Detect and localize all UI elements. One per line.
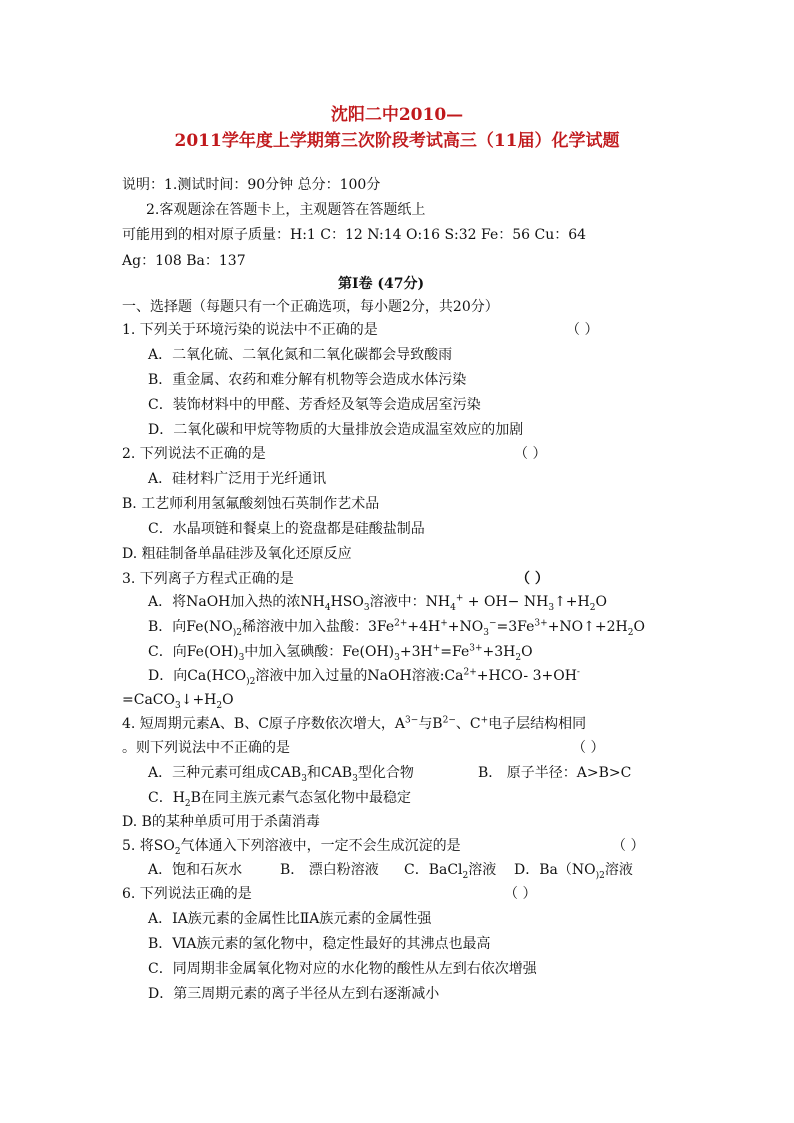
q6-option-b: B．ⅥA族元素的氢化物中，稳定性最好的其沸点也最高 xyxy=(148,936,491,952)
q3-option-a: A．将NaOH加入热的浓$NH_4HSO_3$溶液中：$NH_4^+ + OH-$ $NH_3↑+H_2O$ xyxy=(148,593,607,613)
q2-stem: 2. 下列说法不正确的是 xyxy=(122,446,266,462)
q6-stem: 6. 下列说法正确的是 xyxy=(122,886,252,902)
q4-stem: 4. 短周期元素A、B、C原子序数依次增大，$A^{3-}$与$B^{2-}$、C+电子层结构相同 xyxy=(122,715,587,732)
q6-option-c: C．同周期非金属氧化物对应的水化物的酸性从左到右依次增强 xyxy=(148,961,537,977)
q4-option-b: B． 原子半径：A>B>C xyxy=(478,765,632,781)
q2-option-d: D. 粗硅制备单晶硅涉及氧化还原反应 xyxy=(122,546,352,562)
title-line-2: 2011学年度上学期第三次阶段考试高三（11届）化学试题 xyxy=(174,131,620,151)
q1-option-b: B．重金属、农药和难分解有机物等会造成水体污染 xyxy=(148,372,467,388)
q1-option-a: A．二氧化硫、二氧化氮和二氧化碳都会导致酸雨 xyxy=(148,347,453,363)
q5-option-c: C．BaCl$_2$溶液 xyxy=(404,862,497,881)
q5-stem: 5. 将$SO_2$气体通入下列溶液中，一定不会生成沉淀的是 xyxy=(122,838,461,857)
q5-option-b: B． 漂白粉溶液 xyxy=(280,862,379,878)
q4-option-d: D. B的某种单质可用于杀菌消毒 xyxy=(122,814,320,830)
q2-option-a: A．硅材料广泛用于光纤通讯 xyxy=(148,471,327,487)
q1-option-c: C．装饰材料中的甲醛、芳香烃及氡等会造成居室污染 xyxy=(148,397,481,413)
q3-option-d-cont: $=CaCO_3↓+H_2O$ xyxy=(122,692,234,711)
q3-option-d: D．向$Ca(HCO_{)2}$溶液中加入过量的NaOH溶液$:Ca^{2+}+HCO-$ 3+OH- xyxy=(148,667,580,687)
q4-stem-cont: 。则下列说法中不正确的是 xyxy=(122,740,290,756)
note-atomic-masses: 可能用到的相对原子质量：H:1 C：12 N:14 O:16 S:32 Fe：56 Cu：64 xyxy=(122,227,587,243)
q3-option-c: C．向$Fe(OH)_3$中加入氢碘酸：$Fe(OH)_3+3H^+=Fe^{3+}+3H_2O$ xyxy=(148,643,533,663)
section-heading: 第Ⅰ卷 (47分) xyxy=(338,276,425,292)
q5-option-d: D．$Ba(NO_{)2}$溶液 xyxy=(514,862,633,881)
q1-option-d: D．二氧化碳和甲烷等物质的大量排放会造成温室效应的加剧 xyxy=(148,422,524,438)
section-intro: 一、选择题（每题只有一个正确选项，每小题2分，共20分） xyxy=(122,299,499,315)
q2-option-c: C．水晶项链和餐桌上的瓷盘都是硅酸盐制品 xyxy=(148,521,425,537)
q3-answer-paren: （ ） xyxy=(516,571,549,587)
q2-option-b: B. 工艺师利用氢氟酸刻蚀石英制作艺术品 xyxy=(122,496,380,512)
q5-option-a: A．饱和石灰水 xyxy=(148,862,243,878)
q6-option-a: A．ⅠA族元素的金属性比ⅡA族元素的金属性强 xyxy=(148,911,432,927)
q1-answer-paren: （ ） xyxy=(566,322,599,338)
note-answer-sheet: 2.客观题涂在答题卡上，主观题答在答题纸上 xyxy=(146,202,426,218)
q1-stem: 1. 下列关于环境污染的说法中不正确的是 xyxy=(122,322,378,338)
q3-stem: 3. 下列离子方程式正确的是 xyxy=(122,571,294,587)
q4-option-a: A．三种元素可组成$CAB_3$和$CAB_3$型化合物 xyxy=(148,765,414,784)
q3-option-b: B．向$Fe(NO_{)2}$稀溶液中加入盐酸：$3Fe^{2+}+4H^++NO_3^-=3Fe^{3+}+NO↑+2H_2O$ xyxy=(148,618,645,638)
q6-option-d: D．第三周期元素的离子半径从左到右逐渐减小 xyxy=(148,986,440,1002)
q2-answer-paren: （ ） xyxy=(514,446,547,462)
q5-answer-paren: （ ） xyxy=(612,838,645,854)
q4-option-c: C．$H_2B$在同主族元素气态氢化物中最稳定 xyxy=(148,790,411,809)
q6-answer-paren: （ ） xyxy=(504,886,537,902)
note-time-score: 说明：1.测试时间：90分钟 总分：100分 xyxy=(122,177,381,193)
title-line-1: 沈阳二中2010— xyxy=(330,105,464,125)
note-atomic-masses-cont: Ag：108 Ba：137 xyxy=(122,253,246,269)
q4-answer-paren: （ ） xyxy=(572,740,605,756)
